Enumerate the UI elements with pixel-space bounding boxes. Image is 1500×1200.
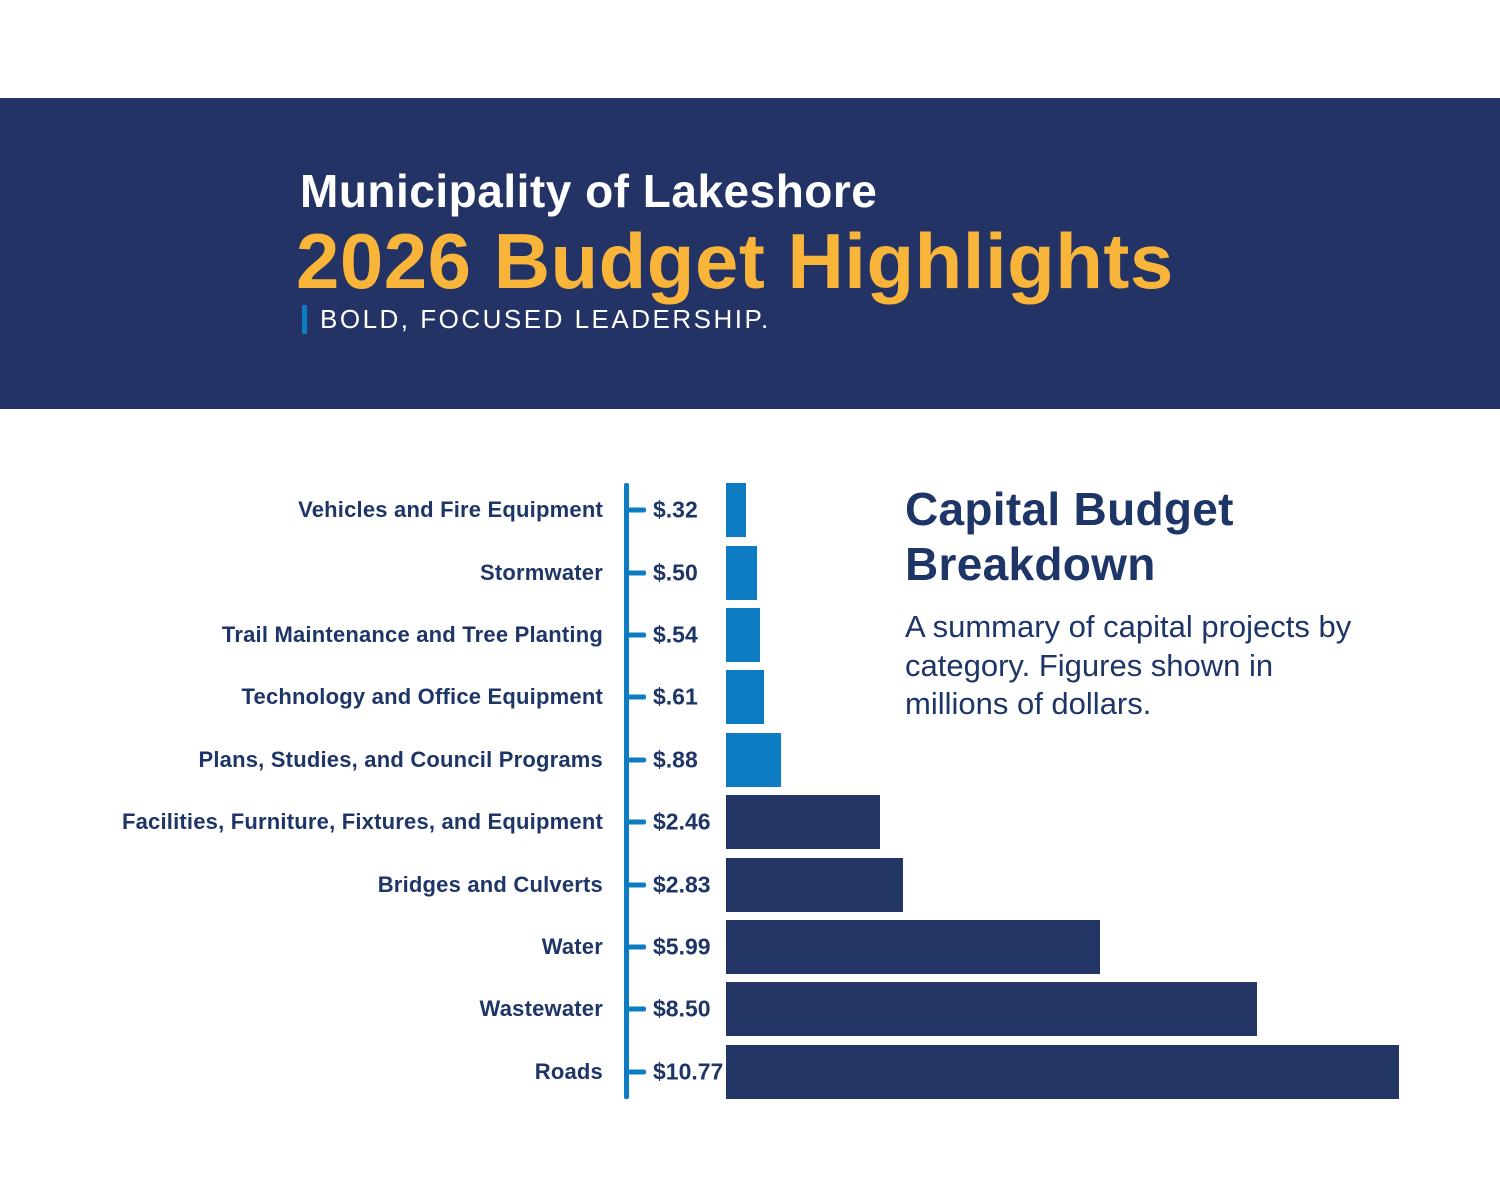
category-label: Wastewater: [479, 996, 603, 1022]
bar: [726, 483, 746, 537]
axis-tick: [625, 882, 646, 887]
category-label: Water: [541, 933, 603, 959]
axis-tick: [625, 820, 646, 825]
axis-tick: [625, 1069, 646, 1074]
axis-tick: [625, 695, 646, 700]
value-label: $.50: [653, 559, 698, 586]
value-label: $2.83: [653, 871, 711, 898]
chart-row: [0, 729, 1500, 791]
category-label: Stormwater: [479, 559, 603, 585]
axis-tick: [625, 1007, 646, 1012]
value-label: $.61: [653, 683, 698, 710]
axis-tick: [625, 508, 646, 513]
category-label: Plans, Studies, and Council Programs: [198, 746, 603, 772]
category-label: Roads: [534, 1058, 603, 1084]
bar: [726, 858, 903, 912]
bar: [726, 982, 1257, 1036]
header-band: [0, 98, 1500, 409]
axis-tick: [625, 757, 646, 762]
value-label: $.32: [653, 496, 698, 523]
tagline-text: BOLD, FOCUSED LEADERSHIP.: [320, 304, 771, 334]
category-label: Technology and Office Equipment: [241, 684, 603, 710]
value-label: $5.99: [653, 933, 711, 960]
category-label: Trail Maintenance and Tree Planting: [221, 621, 603, 647]
axis-tick: [625, 632, 646, 637]
bar: [726, 608, 760, 662]
tagline-accent-bar: [302, 305, 307, 334]
chart-caption-panel: [905, 482, 1370, 724]
value-label: $.54: [653, 621, 698, 648]
chart-row: [0, 853, 1500, 915]
chart-heading: Capital Budget Breakdown: [905, 483, 1234, 591]
bar: [726, 670, 764, 724]
axis-tick: [625, 570, 646, 575]
bar: [726, 920, 1100, 974]
bar: [726, 1045, 1399, 1099]
organization-name: Municipality of Lakeshore: [300, 165, 878, 217]
chart-row: [0, 916, 1500, 978]
category-label: Bridges and Culverts: [377, 871, 603, 897]
header-content: [296, 98, 1400, 409]
chart-row: [0, 978, 1500, 1040]
bar: [726, 546, 757, 600]
value-label: $.88: [653, 746, 698, 773]
bar: [726, 795, 880, 849]
tagline: [302, 304, 771, 335]
axis-tick: [625, 944, 646, 949]
chart-description: A summary of capital projects by category. Figures shown in millions of dollars.: [905, 609, 1352, 722]
bar: [726, 733, 781, 787]
category-label: Facilities, Furniture, Fixtures, and Equipment: [121, 809, 603, 835]
category-label: Vehicles and Fire Equipment: [298, 497, 603, 523]
value-label: $8.50: [653, 995, 711, 1022]
value-label: $2.46: [653, 808, 711, 835]
page-title: 2026 Budget Highlights: [296, 217, 1174, 305]
value-label: $10.77: [653, 1058, 724, 1085]
chart-row: [0, 1041, 1500, 1103]
chart-row: [0, 791, 1500, 853]
